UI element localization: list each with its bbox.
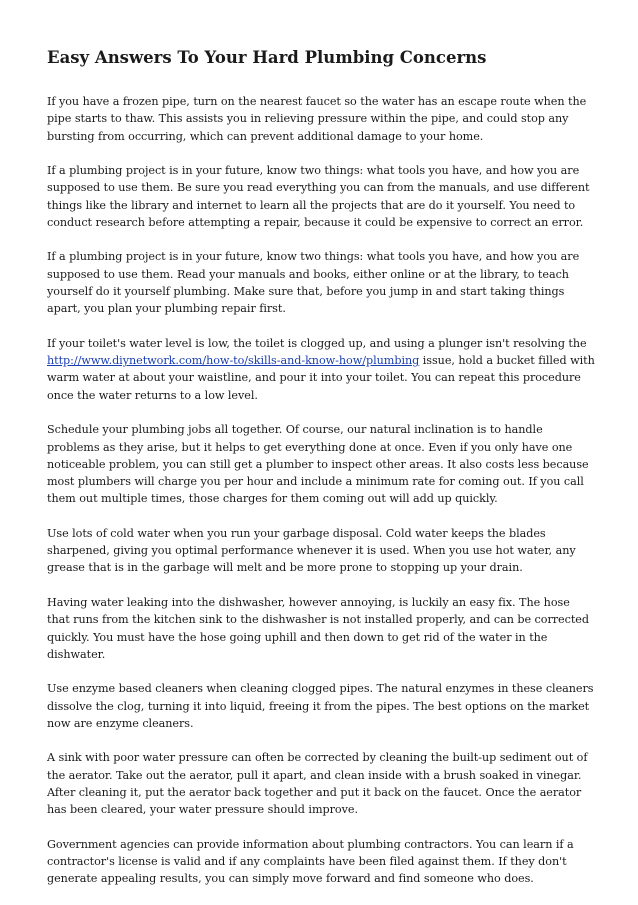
page-title: Easy Answers To Your Hard Plumbing Concerns <box>47 48 487 67</box>
paragraph-frozen-pipe: If you have a frozen pipe, turn on the nearest faucet so the water has an escape route when the pipe starts to thaw. This assists you in relieving pressure within the pipe, and could stop any bursting from occurring, which can prevent additional damage to your home. <box>47 95 587 143</box>
paragraph-toilet-text-after: issue, hold a bucket filled with warm water at about your waistline, and pour it into your toilet. You can repeat this procedure once the water returns to a low level. <box>47 354 595 402</box>
paragraph-toilet-text-before: If your toilet's water level is low, the toilet is clogged up, and using a plunger isn't resolving the <box>47 336 587 350</box>
paragraph-tools-research: If a plumbing project is in your future, know two things: what tools you have, and how you are supposed to use them. Be sure you read everything you can from the manuals, and use different things like the library and internet to learn all the projects that are do it yourself. You need to conduct research before attempting a repair, because it could be expensive to correct an error. <box>47 164 590 229</box>
paragraph-tools-planning: If a plumbing project is in your future, know two things: what tools you have, and how you are supposed to use them. Read your manuals and books, either online or at the library, to teach yourself do it yourself plumbing. Make sure that, before you jump in and start taking things apart, you plan your plumbing repair first. <box>47 250 580 316</box>
diynetwork-plumbing-link[interactable]: http://www.diynetwork.com/how-to/skills-and-know-how/plumbing <box>47 354 420 368</box>
paragraph-dishwasher: Having water leaking into the dishwasher, however annoying, is luckily an easy fix. The hose that runs from the kitchen sink to the dishwasher is not installed properly, and can be corrected quickly. You must have the hose going uphill and then down to get rid of the water in the dishwater. <box>47 595 589 661</box>
paragraph-schedule-jobs: Schedule your plumbing jobs all together. Of course, our natural inclination is to handle problems as they arise, but it helps to get everything done at once. Even if you only have one noticeable problem, you can still get a plumber to inspect other areas. It also costs less because most plumbers will charge you per hour and include a minimum rate for coming out. If you call them out multiple times, those charges for them coming out will add up quickly. <box>47 423 589 506</box>
paragraph-enzyme-cleaners: Use enzyme based cleaners when cleaning clogged pipes. The natural enzymes in these cleaners dissolve the clog, turning it into liquid, freeing it from the pipes. The best options on the market now are enzyme cleaners. <box>47 682 594 730</box>
paragraph-water-pressure: A sink with poor water pressure can often be corrected by cleaning the built-up sediment out of the aerator. Take out the aerator, pull it apart, and clean inside with a brush soaked in vinegar. After cleaning it, put the aerator back together and put it back on the faucet. Once the aerator has been cleared, your water pressure should improve. <box>47 751 588 817</box>
paragraph-toilet <box>47 335 595 404</box>
paragraph-government-agencies: Government agencies can provide information about plumbing contractors. You can learn if a contractor's license is valid and if any complaints have been filed against them. If they don't generate appealing results, you can simply move forward and find someone who does. <box>47 837 574 886</box>
paragraph-garbage-disposal: Use lots of cold water when you run your garbage disposal. Cold water keeps the blades sharpened, giving you optimal performance whenever it is used. When you use hot water, any grease that is in the garbage will melt and be more prone to stopping up your drain. <box>47 526 576 575</box>
document-page <box>47 47 595 905</box>
